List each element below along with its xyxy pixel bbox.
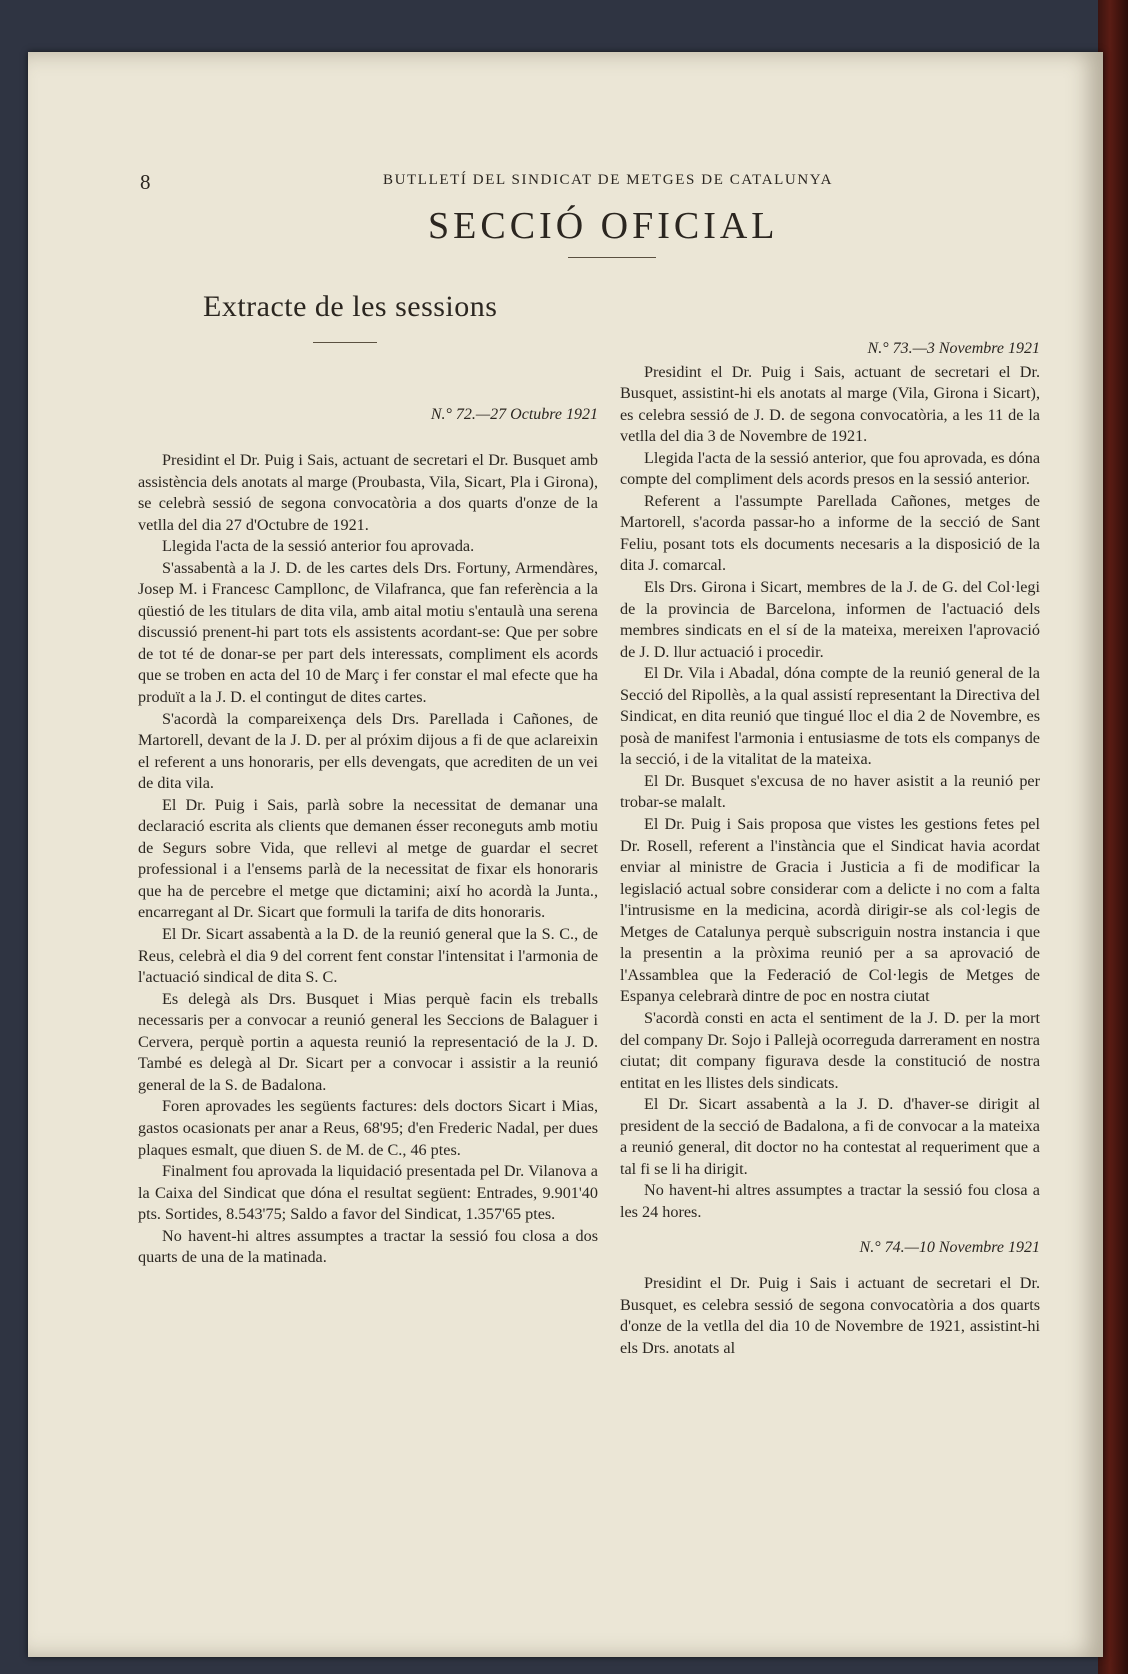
running-header: BUTLLETÍ DEL SINDICAT DE METGES DE CATALUNYA: [383, 172, 833, 188]
section-title: SECCIÓ OFICIAL: [428, 205, 779, 247]
left-column: [138, 450, 598, 1269]
paragraph: Presidint el Dr. Puig i Sais i actuant de secretari el Dr. Busquet, es celebra sessió de segona convocatòria a dos quarts d'onze de la vetlla del dia 10 de Novembre de 1921, assistint-hi els Drs. anotats al: [620, 1273, 1040, 1357]
paragraph: Referent a l'assumpte Parellada Cañones, metges de Martorell, s'acorda passar-ho a informe de la secció de Sant Feliu, posant tots els documents necesaris a la disposició de la dita J. comarcal.: [620, 491, 1040, 575]
paragraph: El Dr. Vila i Abadal, dóna compte de la reunió general de la Secció del Ripollès, a la qual assistí representant la Directiva del Sindicat, en dita reunió que tingué lloc el dia 2 de Novembre, es posà de manifest l'armonia i entusiasme de tots els companys de la secció, i de la vitalitat de la mateixa.: [620, 664, 1040, 769]
paragraph: No havent-hi altres assumptes a tractar la sessió fou closa a les 24 hores.: [620, 1181, 1040, 1221]
session-73-heading: N.° 73.—3 Novembre 1921: [867, 340, 1040, 357]
paragraph: Es delegà als Drs. Busquet i Mias perquè facin els treballs necessaris per a convocar a reunió general les Seccions de Balaguer i Cervera, perquè portin a aquesta reunió la representació de la J. D. També es delegà al Dr. Sicart per a convocar i assistir a la reunió general de la S. de Badalona.: [138, 989, 598, 1094]
session-74-heading: N.° 74.—10 Novembre 1921: [859, 1239, 1040, 1257]
page-number: 8: [140, 170, 151, 194]
paragraph: El Dr. Sicart assabentà a la D. de la reunió general que la S. C., de Reus, celebrà el dia 9 del corrent fent constar l'intensitat i l'armonia de l'actuació sindical de dita S. C.: [138, 925, 598, 987]
paragraph: Llegida l'acta de la sessió anterior, que fou aprovada, es dóna compte del compliment dels acords presos en la sessió anterior.: [620, 448, 1041, 489]
paragraph: El Dr. Sicart assabentà a la J. D. d'haver-se dirigit al president de la secció de Badalona, a fi de convocar a la mateixa a reunió general, dit doctor no ha contestat al requeriment que a tal fi se li ha dirigit.: [620, 1095, 1040, 1178]
paragraph: S'acordà consti en acta el sentiment de la J. D. per la mort del company Dr. Sojo i Pallejà ocorreguda darrerament en nostra ciutat; dit company figurava desde la constitució de nostra entitat en les llistes dels sindicats.: [620, 1008, 1040, 1092]
paragraph: Presidint el Dr. Puig i Sais, actuant de secretari el Dr. Busquet amb assistència dels anotats al marge (Proubasta, Vila, Sicart, Pla i Girona), se celebrà sessió de segona convocatòria a dos quarts d'onze de la vetlla del dia 27 d'Octubre de 1921.: [138, 451, 598, 534]
paragraph: El Dr. Puig i Sais proposa que vistes les gestions fetes pel Dr. Rosell, referent a l'instància que el Sindicat havia acordat enviar al ministre de Gracia i Justicia a fi de modificar la legislació actual sobre considerar com a delicte i no com a falta l'intrusisme en la medicina, acordà dirigir-se als col·legis de Metges de Catalunya perquè subscriguin nostra instancia i que la presentin a la pròxima reunió per a sa aprovació de l'Assamblea que la Federació de Col·legis de Metges de Espanya celebrarà dintre de poc en nostra ciutat: [620, 815, 1040, 1006]
paragraph: Finalment fou aprovada la liquidació presentada pel Dr. Vilanova a la Caixa del Sindicat que dóna el resultat següent: Entrades, 9.901'40 pts. Sortides, 8.543'75; Saldo a favor del Sindicat, 1.357'65 ptes.: [138, 1162, 598, 1224]
paragraph: Llegida l'acta de la sessió anterior fou aprovada.: [162, 537, 475, 556]
paragraph: Els Drs. Girona i Sicart, membres de la J. de G. del Col·legi de la provincia de Barcelona, informen de l'actuació dels membres sindicats en el sí de la mateixa, mereixen l'aprovació de J. D. llur actuació i procedir.: [620, 578, 1040, 661]
document-page: [28, 52, 1103, 1657]
paragraph: Foren aprovades les següents factures: dels doctors Sicart i Mias, gastos ocasionats per anar a Reus, 68'95; d'en Frederic Nadal, per dues plaques esmalt, que diuen S. de M. de C., 46 ptes.: [138, 1097, 598, 1159]
paragraph: Presidint el Dr. Puig i Sais, actuant de secretari el Dr. Busquet, assistint-hi els anotats al marge (Vila, Girona i Sicart), es celebra sessió de J. D. de segona convocatòria, a les 11 de la vetlla del dia 3 de Novembre de 1921.: [620, 362, 1040, 446]
paragraph: El Dr. Busquet s'excusa de no haver asistit a la reunió per trobar-se malalt.: [620, 771, 1040, 812]
session-72-heading: N.° 72.—27 Octubre 1921: [430, 406, 598, 423]
paragraph: El Dr. Puig i Sais, parlà sobre la necessitat de demanar una declaració escrita als clients que demanen ésser reconeguts amb motiu de Segurs sobre Vida, que rellevi al metge de guardar el secret professional i a l'ensems parlà de la necessitat de fixar els honoraris que ha de percebre el metge que dictamini; així ho acordà la Junta., encarregant al Dr. Sicart que formuli la tarifa de dits honoraris.: [138, 795, 598, 922]
paragraph: No havent-hi altres assumptes a tractar la sessió fou closa a dos quarts de una de la matinada.: [138, 1226, 598, 1267]
title-divider: [568, 257, 656, 258]
right-column: [620, 338, 1040, 1359]
paragraph: S'acordà la compareixença dels Drs. Parellada i Cañones, de Martorell, devant de la J. D. per al próxim dijous a fi de que aclareixin el referent a uns honoraris, per ells devengats, que acrediten de un vei de dita vila.: [138, 709, 598, 793]
subtitle: Extracte de les sessions: [203, 290, 498, 323]
paragraph: S'assabentà a la J. D. de les cartes dels Drs. Fortuny, Armendàres, Josep M. i Francesc Campllonc, de Vilafranca, que fan referència a la qüestió de les titulars de dita vila, amb aital motiu s'entaulà una serena discussió prenent-hi part tots els assistents acordant-se: Que per sobre de tot té de donar-se per part dels interessats, compliment els acords que se troben en acta del 10 de Març i fer constar el mal efecte que ha produït a la J. D. el contingut de dites cartes.: [138, 558, 598, 707]
subtitle-divider: [313, 342, 377, 343]
